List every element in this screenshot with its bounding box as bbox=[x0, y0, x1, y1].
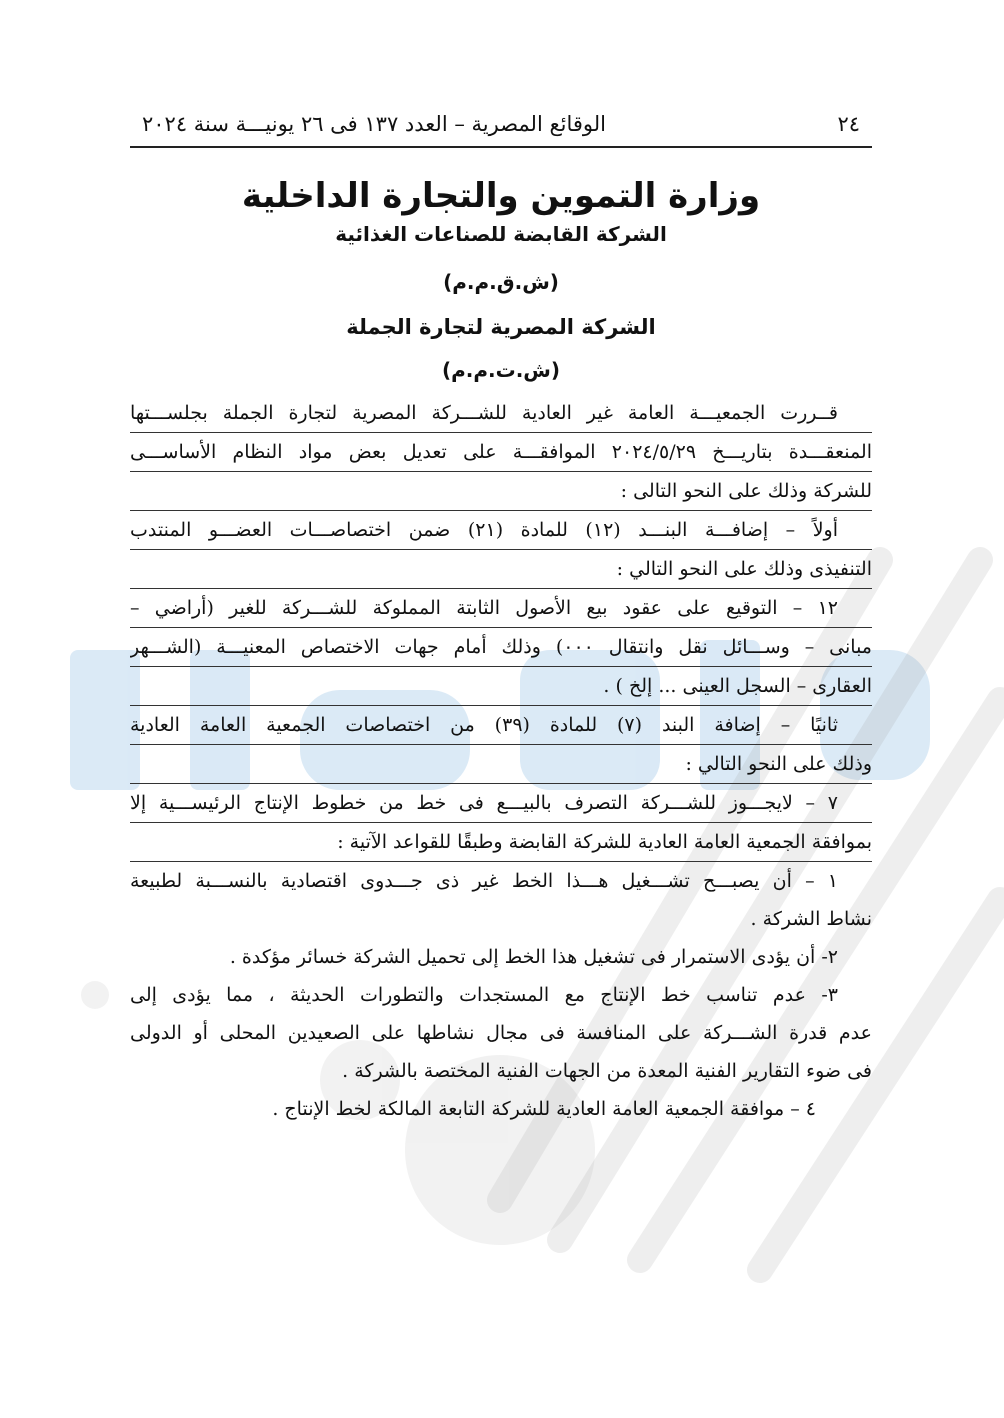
text-line: ١٢ – التوقيع على عقود بيع الأصول الثابتة المملوكة للشـــركة للغير (أراضي – bbox=[130, 589, 872, 628]
text-line: فى ضوء التقارير الفنية المعدة من الجهات الفنية المختصة بالشركة . bbox=[342, 1060, 872, 1082]
ministry-title: وزارة التموين والتجارة الداخلية bbox=[241, 176, 761, 216]
company-title: الشركة المصرية لتجارة الجملة bbox=[346, 315, 656, 339]
text-line: ١ – أن يصبـــح تشـــغيل هـــذا الخط غير ذى جـــدوى اقتصادية بالنســـبة لطبيعة bbox=[130, 870, 838, 892]
text-line: مبانى – وســـائل نقل وانتقال ٠٠٠) وذلك أمام جهات الاختصاص المعنيـــة (الشـــهر bbox=[130, 628, 872, 667]
holding-company-abbr: (ش.ق.م.م) bbox=[443, 270, 559, 294]
text-line: نشاط الشركة . bbox=[750, 908, 872, 930]
running-header bbox=[130, 108, 872, 148]
text-line: أولاً – إضافـــة البنـــد (١٢) للمادة (٢١) ضمن اختصاصـــات العضـــو المنتدب bbox=[130, 511, 872, 550]
text-line: ٧ – لايجـــوز للشـــركة التصرف بالبيـــع فى خط من خطوط الإنتاج الرئيســـية إلا bbox=[130, 784, 872, 823]
text-line: وذلك على النحو التالي : bbox=[130, 745, 872, 784]
text-line: المنعقـــدة بتاريـــخ ٢٠٢٤/٥/٢٩ الموافقـــة على تعديل بعض مواد النظام الأساســـى bbox=[130, 433, 872, 472]
text-line: للشركة وذلك على النحو التالى : bbox=[130, 472, 872, 511]
decision-text bbox=[130, 394, 872, 1128]
gazette-page bbox=[130, 108, 872, 1128]
page-number: ٢٤ bbox=[837, 112, 860, 136]
text-line: العقارى – السجل العينى ... إلخ ) . bbox=[130, 667, 872, 706]
company-abbr: (ش.ت.م.م) bbox=[441, 358, 561, 382]
holding-company-title: الشركة القابضة للصناعات الغذائية bbox=[335, 222, 667, 246]
text-line: عدم قدرة الشـــركة على المنافسة فى مجال نشاطها على الصعيدين المحلى أو الدولى bbox=[130, 1022, 872, 1044]
text-line: قــررت الجمعيـــة العامة غير العادية للشـــركة المصرية لتجارة الجملة بجلســـتها bbox=[130, 394, 872, 433]
text-line: ٤ – موافقة الجمعية العامة العادية للشركة التابعة المالكة لخط الإنتاج . bbox=[272, 1098, 816, 1120]
text-line: ٢- أن يؤدى الاستمرار فى تشغيل هذا الخط إلى تحميل الشركة خسائر مؤكدة . bbox=[229, 946, 838, 968]
text-line: ثانيًا – إضافة البند (٧) للمادة (٣٩) من اختصاصات الجمعية العامة العادية bbox=[130, 706, 872, 745]
text-line: ٣- عدم تناسب خط الإنتاج مع المستجدات والتطورات الحديثة ، مما يؤدى إلى bbox=[130, 984, 838, 1006]
running-title: الوقائع المصرية – العدد ١٣٧ فى ٢٦ يونيـــة سنة ٢٠٢٤ bbox=[142, 112, 607, 136]
text-line: التنفيذى وذلك على النحو التالي : bbox=[130, 550, 872, 589]
text-line: بموافقة الجمعية العامة العادية للشركة القابضة وطبقًا للقواعد الآتية : bbox=[130, 823, 872, 862]
